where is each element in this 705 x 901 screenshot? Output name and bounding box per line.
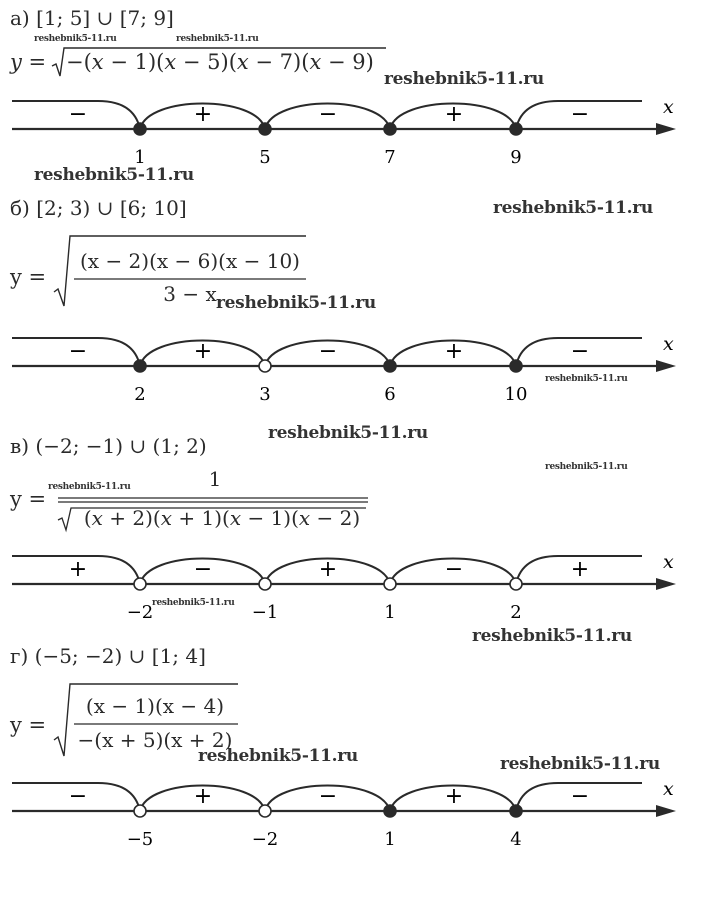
filled-point-icon bbox=[510, 360, 522, 372]
interval-sign: + bbox=[193, 784, 213, 809]
tick-label: −2 bbox=[251, 829, 279, 850]
axis-label: x bbox=[663, 778, 674, 800]
watermark: reshebnik5-11.ru bbox=[48, 482, 131, 492]
tick-label: 1 bbox=[384, 602, 396, 623]
watermark: reshebnik5-11.ru bbox=[500, 754, 660, 774]
interval-sign: − bbox=[193, 557, 213, 582]
tick-label: 1 bbox=[134, 147, 146, 168]
open-point-icon bbox=[259, 805, 271, 817]
interval-sign: − bbox=[570, 102, 590, 127]
formula-d-numerator: (x − 1)(x − 4) bbox=[85, 694, 225, 718]
interval-sign: + bbox=[444, 784, 464, 809]
axis-arrow-icon bbox=[656, 805, 676, 817]
interval-sign: + bbox=[318, 557, 338, 582]
watermark: reshebnik5-11.ru bbox=[384, 69, 544, 89]
formula-b-denominator: 3 − x bbox=[163, 282, 217, 306]
filled-point-icon bbox=[384, 360, 396, 372]
interval-sign: + bbox=[68, 557, 88, 582]
tick-label: 10 bbox=[504, 384, 528, 405]
interval-sign: − bbox=[570, 784, 590, 809]
interval-sign: + bbox=[570, 557, 590, 582]
answer-a: а) [1; 5] ∪ [7; 9] bbox=[10, 6, 174, 30]
axis-arrow-icon bbox=[656, 360, 676, 372]
answer-d: г) (−5; −2) ∪ [1; 4] bbox=[10, 644, 206, 668]
watermark: reshebnik5-11.ru bbox=[545, 462, 628, 472]
interval-sign: + bbox=[193, 339, 213, 364]
interval-sign: + bbox=[444, 102, 464, 127]
tick-label: 3 bbox=[259, 384, 271, 405]
formula-a-radicand: −(x − 1)(x − 5)(x − 7)(x − 9) bbox=[66, 50, 374, 74]
axis-label: x bbox=[663, 551, 674, 573]
watermark: reshebnik5-11.ru bbox=[545, 374, 628, 384]
tick-label: 5 bbox=[259, 147, 271, 168]
formula-b-y: y = bbox=[10, 265, 47, 289]
watermark: reshebnik5-11.ru bbox=[216, 293, 376, 313]
formula-a: y = bbox=[10, 50, 53, 74]
tick-label: 9 bbox=[510, 147, 522, 168]
tick-label: 1 bbox=[384, 829, 396, 850]
interval-sign: − bbox=[318, 102, 338, 127]
watermark: reshebnik5-11.ru bbox=[268, 423, 428, 443]
filled-point-icon bbox=[134, 360, 146, 372]
axis-label: x bbox=[663, 96, 674, 118]
open-point-icon bbox=[134, 578, 146, 590]
interval-sign: − bbox=[318, 784, 338, 809]
formula-d-denominator: −(x + 5)(x + 2) bbox=[77, 728, 233, 752]
filled-point-icon bbox=[384, 123, 396, 135]
tick-label: −5 bbox=[126, 829, 154, 850]
interval-sign: + bbox=[193, 102, 213, 127]
watermark: reshebnik5-11.ru bbox=[152, 598, 235, 608]
tick-label: 6 bbox=[384, 384, 396, 405]
interval-sign: − bbox=[570, 339, 590, 364]
interval-sign: − bbox=[444, 557, 464, 582]
interval-sign: − bbox=[68, 339, 88, 364]
watermark: reshebnik5-11.ru bbox=[176, 34, 259, 44]
axis-label: x bbox=[663, 333, 674, 355]
watermark: reshebnik5-11.ru bbox=[198, 746, 358, 766]
formula-c-numerator: 1 bbox=[208, 467, 222, 491]
filled-point-icon bbox=[510, 123, 522, 135]
interval-sign: − bbox=[68, 784, 88, 809]
answer-b: б) [2; 3) ∪ [6; 10] bbox=[10, 196, 187, 220]
formula-b-numerator: (x − 2)(x − 6)(x − 10) bbox=[80, 249, 300, 273]
open-point-icon bbox=[259, 360, 271, 372]
interval-sign: − bbox=[68, 102, 88, 127]
open-point-icon bbox=[510, 578, 522, 590]
open-point-icon bbox=[384, 578, 396, 590]
filled-point-icon bbox=[259, 123, 271, 135]
filled-point-icon bbox=[134, 123, 146, 135]
tick-label: 2 bbox=[510, 602, 522, 623]
tick-label: −1 bbox=[251, 602, 279, 623]
interval-sign: − bbox=[318, 339, 338, 364]
tick-label: 7 bbox=[384, 147, 396, 168]
tick-label: 2 bbox=[134, 384, 146, 405]
watermark: reshebnik5-11.ru bbox=[493, 198, 653, 218]
filled-point-icon bbox=[384, 805, 396, 817]
answer-c: в) (−2; −1) ∪ (1; 2) bbox=[10, 434, 207, 458]
axis-arrow-icon bbox=[656, 578, 676, 590]
filled-point-icon bbox=[510, 805, 522, 817]
open-point-icon bbox=[134, 805, 146, 817]
formula-d-y: y = bbox=[10, 713, 47, 737]
formula-c-denominator: (x + 2)(x + 1)(x − 1)(x − 2) bbox=[83, 506, 361, 530]
watermark: reshebnik5-11.ru bbox=[472, 626, 632, 646]
tick-label: 4 bbox=[510, 829, 522, 850]
axis-arrow-icon bbox=[656, 123, 676, 135]
watermark: reshebnik5-11.ru bbox=[34, 165, 194, 185]
interval-sign: + bbox=[444, 339, 464, 364]
watermark: reshebnik5-11.ru bbox=[34, 34, 117, 44]
formula-c-y: y = bbox=[10, 487, 47, 511]
open-point-icon bbox=[259, 578, 271, 590]
tick-label: −2 bbox=[126, 602, 154, 623]
